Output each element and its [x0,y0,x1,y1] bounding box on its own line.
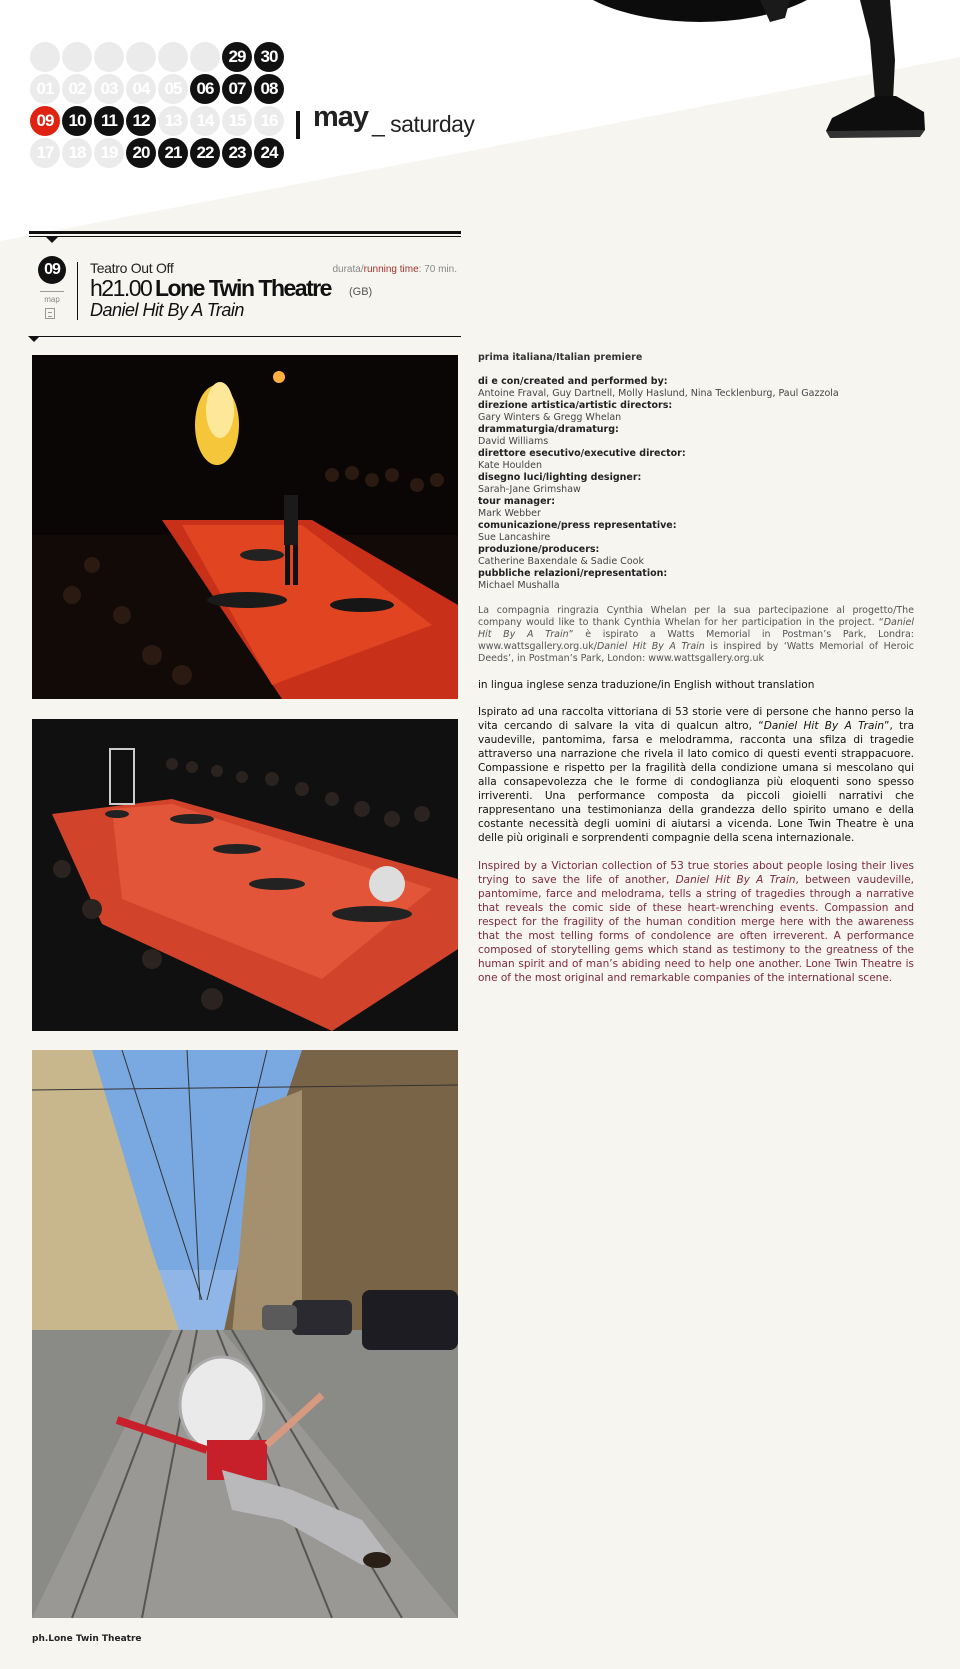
header-rule-thin [29,236,461,237]
calendar-day-15: 15 [222,106,252,136]
month-divider [296,111,300,139]
event-company: Lone Twin Theatre [155,275,331,301]
thanks-paragraph [478,605,914,665]
weekday-label: _ saturday [372,111,475,137]
event-info [478,352,914,985]
credit-role: disegno luci/lighting designer: [478,472,642,483]
credit-role: produzione/producers: [478,544,600,555]
calendar-day-empty [62,42,92,72]
calendar-day-24[interactable]: 24 [254,138,284,168]
calendar-week-row [30,138,286,170]
language-note: in lingua inglese senza traduzione/in English without translation [478,679,815,691]
calendar-week-row [30,42,286,74]
photo-stage-performers [32,719,458,1031]
calendar-day-18: 18 [62,138,92,168]
credit-names: Sue Lancashire [478,532,551,543]
credit-role: di e con/created and performed by: [478,376,668,387]
calendar-day-21[interactable]: 21 [158,138,188,168]
event-show-title: Daniel Hit By A Train [90,300,244,320]
english-text-a: Inspired by a Victorian collection of 53 true stories about people losing their lives trying to save the life of another, [478,860,914,886]
calendar-day-empty [126,42,156,72]
thanks-text-b: ” è ispirato a Watts Memorial in Postman’s Park, Londra: www.wattsgallery.org.uk/ [478,629,914,652]
duration-prefix: durata/ [332,264,364,275]
map-link[interactable]: map [44,295,60,304]
event-day-divider [40,291,64,292]
thanks-title-1: Daniel Hit By A Train [478,617,914,640]
calendar [30,42,286,170]
calendar-day-29[interactable]: 29 [222,42,252,72]
premiere-label: prima italiana/Italian premiere [478,352,643,363]
photo-credit: ph.Lone Twin Theatre [32,1634,142,1644]
header-bottom-rule [29,336,461,337]
calendar-day-30[interactable]: 30 [254,42,284,72]
credit-role: direttore esecutivo/executive director: [478,448,686,459]
italian-description [478,705,914,845]
credit-role: tour manager: [478,496,556,507]
thanks-title-2: Daniel Hit By A Train [596,641,705,652]
credit-role: drammaturgia/dramaturg: [478,424,619,435]
month-label: may [313,101,369,133]
credit-role: direzione artistica/artistic directors: [478,400,673,411]
calendar-week-row [30,106,286,138]
calendar-day-09[interactable]: 09 [30,106,60,136]
event-country: (GB) [349,286,373,298]
italian-text-b: ”, tra vaudeville, pantomima, farsa e melodramma, racconta una sfilza di tragedie attraverso una narrazione che rivela il lato comico di questi eventi strappacuore. Compassione e rispetto per la fragilità della condizione umana si mescolano qui alla consapevolezza che le forme di condoglianza più eloquenti sono spesso irriverenti. Una performance composta da piccoli gioielli narrativi che rappresentano una testimonianza della grandezza dello spirito umano e della costante necessità degli uomini di aiutarsi a vicenda. Lone Twin Theatre è una delle più originali e sorprendenti compagnie della scena internazionale. [478,720,914,844]
credit-names: Catherine Baxendale & Sadie Cook [478,556,644,567]
credits-list [478,376,914,592]
calendar-day-12[interactable]: 12 [126,106,156,136]
event-time: h21.00 [90,275,152,301]
photo-street-drum [32,1050,458,1618]
italian-text-a: Ispirato ad una raccolta vittoriana di 53 storie vere di persone che hanno perso la vita cercando di salvare la vita di qualcun altro, “ [478,706,914,732]
duration-value: : 70 min. [418,264,457,275]
credit-names: Antoine Fraval, Guy Dartnell, Molly Haslund, Nina Tecklenburg, Paul Gazzola [478,388,839,399]
calendar-day-05: 05 [158,74,188,104]
event-venue: Teatro Out Off [90,260,174,276]
calendar-day-01: 01 [30,74,60,104]
calendar-day-10[interactable]: 10 [62,106,92,136]
credit-names: Mark Webber [478,508,541,519]
calendar-day-08[interactable]: 08 [254,74,284,104]
credit-role: comunicazione/press representative: [478,520,677,531]
calendar-day-empty [30,42,60,72]
calendar-day-17: 17 [30,138,60,168]
credit-names: Michael Mushalla [478,580,560,591]
calendar-day-20[interactable]: 20 [126,138,156,168]
credit-names: Kate Houlden [478,460,542,471]
calendar-day-04: 04 [126,74,156,104]
credit-role: pubbliche relazioni/representation: [478,568,668,579]
english-text-b: , between vaudeville, pantomime, farce and melodrama, tells a string of tragedies through a narrative that reveals the comic side of these heart-wrenching events. Compassion and respect for the fragility of the human condition merge here with the awareness that the most telling forms of condolence are often irreverent. A performance composed of storytelling gems which stand as testimony to the greatness of the human spirit and of man’s abiding need to help one another. Lone Twin Theatre is one of the most original and remarkable companies of the international scene. [478,874,914,984]
calendar-day-03: 03 [94,74,124,104]
calendar-day-14: 14 [190,106,220,136]
calendar-day-empty [158,42,188,72]
calendar-day-13: 13 [158,106,188,136]
calendar-day-11[interactable]: 11 [94,106,124,136]
italian-title: Daniel Hit By A Train [763,720,885,732]
credit-names: David Williams [478,436,549,447]
event-duration [332,264,457,275]
duration-label: running time [363,264,419,275]
map-icon[interactable] [45,308,55,319]
calendar-day-empty [94,42,124,72]
english-description [478,859,914,985]
event-divider [77,262,78,320]
thanks-text-a: La compagnia ringrazia Cynthia Whelan per la sua partecipazione al progetto/The company would like to thank Cynthia Whelan for her participation in the project. “ [478,605,914,628]
event-day-badge: 09 [38,256,66,284]
calendar-day-02: 02 [62,74,92,104]
photo-stage-fire [32,355,458,699]
calendar-day-22[interactable]: 22 [190,138,220,168]
calendar-week-row [30,74,286,106]
credit-names: Gary Winters & Gregg Whelan [478,412,622,423]
header-bottom-notch [28,336,40,342]
credit-names: Sarah-Jane Grimshaw [478,484,581,495]
header-notch [46,237,58,243]
thanks-text-c: is inspired by ‘Watts Memorial of Heroic Deeds’, in Postman’s Park, London: www.wattsgallery.org.uk [478,641,915,664]
english-title: Daniel Hit By A Train [675,874,796,886]
calendar-day-06[interactable]: 06 [190,74,220,104]
calendar-day-16: 16 [254,106,284,136]
calendar-day-07[interactable]: 07 [222,74,252,104]
calendar-day-23[interactable]: 23 [222,138,252,168]
calendar-day-19: 19 [94,138,124,168]
calendar-day-empty [190,42,220,72]
header-rule [29,231,461,234]
